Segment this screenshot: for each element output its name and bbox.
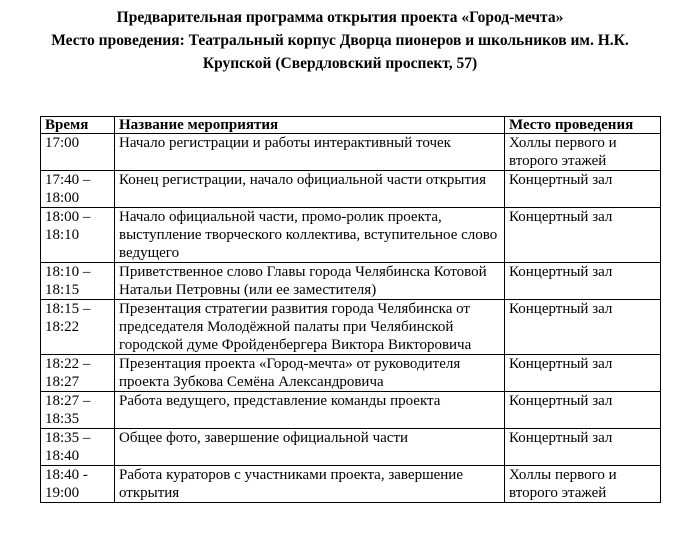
place-cell: Концертный зал: [505, 392, 661, 429]
time-cell: 18:15 – 18:22: [41, 300, 115, 355]
event-cell: Приветственное слово Главы города Челябинска Котовой Натальи Петровны (или ее заместителя): [115, 263, 505, 300]
table-row: [41, 429, 661, 466]
table-row: [41, 263, 661, 300]
table-row: [41, 392, 661, 429]
column-header-place: Место проведения: [505, 117, 661, 134]
table-row: [41, 300, 661, 355]
place-cell: Холлы первого и второго этажей: [505, 134, 661, 171]
time-cell: 18:10 – 18:15: [41, 263, 115, 300]
table-row: [41, 171, 661, 208]
place-cell: Концертный зал: [505, 171, 661, 208]
place-cell: Концертный зал: [505, 263, 661, 300]
table-row: [41, 134, 661, 171]
table-header-row: [41, 117, 661, 134]
program-table: [40, 116, 661, 503]
event-cell: Презентация проекта «Город-мечта» от руководителя проекта Зубкова Семёна Александровича: [115, 355, 505, 392]
table-row: [41, 208, 661, 263]
event-cell: Работа кураторов с участниками проекта, завершение открытия: [115, 466, 505, 503]
place-cell: Концертный зал: [505, 429, 661, 466]
time-cell: 18:27 – 18:35: [41, 392, 115, 429]
time-cell: 17:00: [41, 134, 115, 171]
event-cell: Общее фото, завершение официальной части: [115, 429, 505, 466]
place-cell: Концертный зал: [505, 355, 661, 392]
venue-line-1: Место проведения: Театральный корпус Дворца пионеров и школьников им. Н.К.: [51, 32, 629, 49]
event-cell: Начало регистрации и работы интерактивный точек: [115, 134, 505, 171]
document-title: Предварительная программа открытия проекта «Город-мечта»: [116, 9, 564, 26]
table-row: [41, 466, 661, 503]
place-cell: Концертный зал: [505, 208, 661, 263]
column-header-event: Название мероприятия: [115, 117, 505, 134]
event-cell: Начало официальной части, промо-ролик проекта, выступление творческого коллектива, вступительное слово ведущего: [115, 208, 505, 263]
time-cell: 18:00 – 18:10: [41, 208, 115, 263]
place-cell: Концертный зал: [505, 300, 661, 355]
time-cell: 17:40 – 18:00: [41, 171, 115, 208]
place-cell: Холлы первого и второго этажей: [505, 466, 661, 503]
event-cell: Презентация стратегии развития города Челябинска от председателя Молодёжной палаты при Челябинской городской думе Фройденбергера Виктора Викторовича: [115, 300, 505, 355]
venue-line-2: Крупской (Свердловский проспект, 57): [202, 55, 478, 72]
event-cell: Работа ведущего, представление команды проекта: [115, 392, 505, 429]
column-header-time: Время: [41, 117, 115, 134]
time-cell: 18:35 – 18:40: [41, 429, 115, 466]
document-header: [0, 6, 680, 75]
time-cell: 18:22 – 18:27: [41, 355, 115, 392]
table-row: [41, 355, 661, 392]
time-cell: 18:40 - 19:00: [41, 466, 115, 503]
event-cell: Конец регистрации, начало официальной части открытия: [115, 171, 505, 208]
